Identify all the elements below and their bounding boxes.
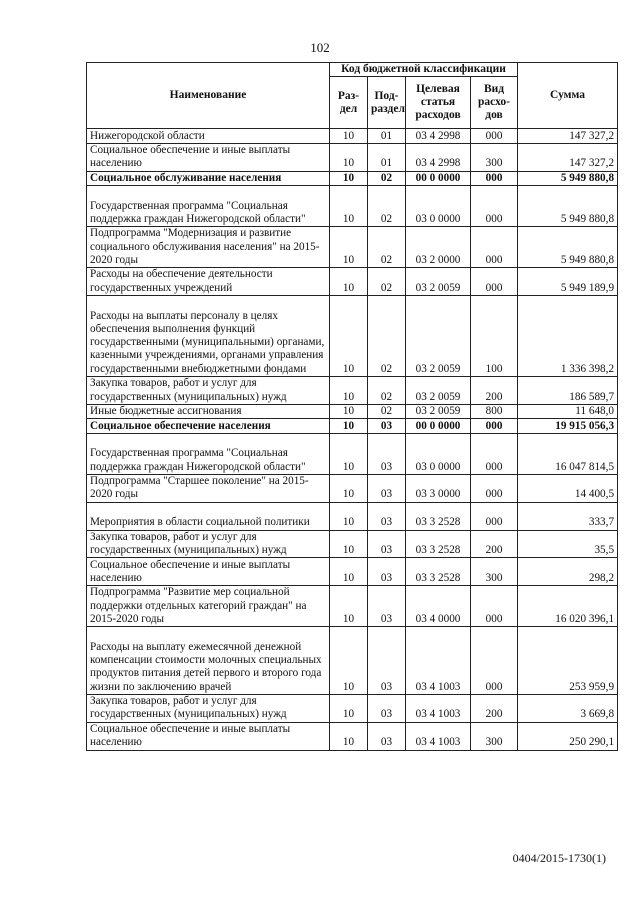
cell-podrazdel: 03 — [368, 558, 406, 586]
cell-target: 03 3 0000 — [406, 474, 471, 502]
cell-podrazdel: 03 — [368, 419, 406, 434]
cell-podrazdel: 03 — [368, 722, 406, 750]
cell-target: 03 0 0000 — [406, 433, 471, 474]
cell-razdel: 10 — [330, 143, 368, 171]
cell-target: 03 3 2528 — [406, 530, 471, 558]
cell-target: 03 4 2998 — [406, 129, 471, 144]
cell-target: 03 2 0059 — [406, 377, 471, 405]
cell-podrazdel: 01 — [368, 143, 406, 171]
table-row — [87, 558, 618, 586]
cell-podrazdel: 03 — [368, 474, 406, 502]
cell-summa: 11 648,0 — [518, 404, 618, 419]
cell-vid: 000 — [471, 268, 518, 296]
cell-target: 00 0 0000 — [406, 419, 471, 434]
cell-razdel: 10 — [330, 433, 368, 474]
table-row — [87, 419, 618, 434]
table-row — [87, 474, 618, 502]
cell-target: 03 4 1003 — [406, 694, 471, 722]
cell-vid: 100 — [471, 296, 518, 377]
cell-razdel: 10 — [330, 419, 368, 434]
cell-vid: 300 — [471, 722, 518, 750]
header-code-group: Код бюджетной классификации — [330, 63, 518, 77]
cell-summa: 5 949 189,9 — [518, 268, 618, 296]
cell-podrazdel: 03 — [368, 502, 406, 530]
cell-podrazdel: 02 — [368, 404, 406, 419]
cell-razdel: 10 — [330, 586, 368, 627]
cell-summa: 298,2 — [518, 558, 618, 586]
cell-vid: 000 — [471, 129, 518, 144]
cell-name: Социальное обеспечение и иные выплаты населению — [87, 558, 330, 586]
cell-razdel: 10 — [330, 694, 368, 722]
cell-razdel: 10 — [330, 558, 368, 586]
cell-summa: 333,7 — [518, 502, 618, 530]
cell-podrazdel: 03 — [368, 586, 406, 627]
cell-razdel: 10 — [330, 171, 368, 186]
cell-podrazdel: 03 — [368, 694, 406, 722]
table-row — [87, 530, 618, 558]
cell-summa: 19 915 056,3 — [518, 419, 618, 434]
cell-vid: 800 — [471, 404, 518, 419]
header-name: Наименование — [87, 63, 330, 129]
table-row — [87, 129, 618, 144]
cell-vid: 000 — [471, 171, 518, 186]
cell-vid: 300 — [471, 558, 518, 586]
header-target: Целевая статья расходов — [406, 77, 471, 129]
cell-vid: 200 — [471, 377, 518, 405]
cell-podrazdel: 02 — [368, 186, 406, 227]
cell-name: Социальное обеспечение и иные выплаты населению — [87, 722, 330, 750]
cell-razdel: 10 — [330, 404, 368, 419]
header-podrazdel: Под-раздел — [368, 77, 406, 129]
cell-vid: 000 — [471, 227, 518, 268]
table-row — [87, 268, 618, 296]
budget-table — [86, 62, 618, 751]
cell-name: Нижегородской области — [87, 129, 330, 144]
cell-target: 00 0 0000 — [406, 171, 471, 186]
cell-razdel: 10 — [330, 268, 368, 296]
header-razdel: Раз-дел — [330, 77, 368, 129]
cell-target: 03 4 2998 — [406, 143, 471, 171]
cell-vid: 200 — [471, 530, 518, 558]
header-vid: Вид расхо-дов — [471, 77, 518, 129]
cell-razdel: 10 — [330, 129, 368, 144]
cell-summa: 5 949 880,8 — [518, 227, 618, 268]
cell-target: 03 3 2528 — [406, 502, 471, 530]
cell-vid: 000 — [471, 419, 518, 434]
table-row — [87, 722, 618, 750]
cell-summa: 14 400,5 — [518, 474, 618, 502]
cell-podrazdel: 03 — [368, 627, 406, 695]
cell-name: Социальное обслуживание населения — [87, 171, 330, 186]
table-row — [87, 186, 618, 227]
cell-name: Государственная программа "Социальная поддержка граждан Нижегородской области" — [87, 186, 330, 227]
cell-summa: 5 949 880,8 — [518, 171, 618, 186]
table-row — [87, 296, 618, 377]
table-row — [87, 694, 618, 722]
cell-name: Закупка товаров, работ и услуг для государственных (муниципальных) нужд — [87, 530, 330, 558]
table-row — [87, 377, 618, 405]
table-row — [87, 404, 618, 419]
cell-name: Расходы на обеспечение деятельности государственных учреждений — [87, 268, 330, 296]
cell-podrazdel: 03 — [368, 530, 406, 558]
cell-vid: 000 — [471, 586, 518, 627]
cell-vid: 000 — [471, 186, 518, 227]
cell-name: Расходы на выплату ежемесячной денежной компенсации стоимости молочных специальных продуктов питания детей первого и второго года жизни по заключению врачей — [87, 627, 330, 695]
cell-vid: 300 — [471, 143, 518, 171]
cell-summa: 1 336 398,2 — [518, 296, 618, 377]
table-row — [87, 171, 618, 186]
cell-podrazdel: 02 — [368, 227, 406, 268]
cell-summa: 253 959,9 — [518, 627, 618, 695]
cell-name: Мероприятия в области социальной политики — [87, 502, 330, 530]
cell-name: Закупка товаров, работ и услуг для государственных (муниципальных) нужд — [87, 694, 330, 722]
page-number: 102 — [310, 40, 330, 55]
cell-name: Государственная программа "Социальная поддержка граждан Нижегородской области" — [87, 433, 330, 474]
table-body — [87, 129, 618, 750]
cell-summa: 3 669,8 — [518, 694, 618, 722]
cell-name: Иные бюджетные ассигнования — [87, 404, 330, 419]
header-summa: Сумма — [518, 63, 618, 129]
cell-vid: 000 — [471, 627, 518, 695]
cell-target: 03 2 0059 — [406, 296, 471, 377]
cell-target: 03 2 0000 — [406, 227, 471, 268]
cell-summa: 147 327,2 — [518, 143, 618, 171]
cell-name: Подпрограмма "Модернизация и развитие социального обслуживания населения" на 2015-2020 годы — [87, 227, 330, 268]
cell-razdel: 10 — [330, 377, 368, 405]
cell-name: Социальное обеспечение и иные выплаты населению — [87, 143, 330, 171]
cell-name: Расходы на выплаты персоналу в целях обеспечения выполнения функций государственными (муниципальными) органами, казенными учреждениями, органами управления государственными внебюджетными фондами — [87, 296, 330, 377]
cell-razdel: 10 — [330, 502, 368, 530]
cell-target: 03 2 0059 — [406, 268, 471, 296]
cell-summa: 35,5 — [518, 530, 618, 558]
cell-name: Закупка товаров, работ и услуг для государственных (муниципальных) нужд — [87, 377, 330, 405]
cell-summa: 186 589,7 — [518, 377, 618, 405]
cell-razdel: 10 — [330, 227, 368, 268]
cell-podrazdel: 02 — [368, 171, 406, 186]
table-row — [87, 227, 618, 268]
table-row — [87, 586, 618, 627]
cell-razdel: 10 — [330, 474, 368, 502]
table-row — [87, 627, 618, 695]
cell-podrazdel: 03 — [368, 433, 406, 474]
cell-name: Социальное обеспечение населения — [87, 419, 330, 434]
document-code: 0404/2015-1730(1) — [512, 851, 606, 865]
table-row — [87, 143, 618, 171]
cell-razdel: 10 — [330, 530, 368, 558]
cell-target: 03 4 1003 — [406, 722, 471, 750]
cell-vid: 000 — [471, 433, 518, 474]
cell-vid: 000 — [471, 502, 518, 530]
table-row — [87, 502, 618, 530]
cell-summa: 16 020 396,1 — [518, 586, 618, 627]
cell-razdel: 10 — [330, 296, 368, 377]
cell-summa: 250 290,1 — [518, 722, 618, 750]
table-row — [87, 433, 618, 474]
cell-razdel: 10 — [330, 722, 368, 750]
cell-vid: 200 — [471, 694, 518, 722]
cell-podrazdel: 01 — [368, 129, 406, 144]
cell-summa: 147 327,2 — [518, 129, 618, 144]
cell-razdel: 10 — [330, 627, 368, 695]
cell-podrazdel: 02 — [368, 268, 406, 296]
cell-target: 03 4 0000 — [406, 586, 471, 627]
cell-name: Подпрограмма "Развитие мер социальной поддержки отдельных категорий граждан" на 2015-2020 годы — [87, 586, 330, 627]
cell-summa: 5 949 880,8 — [518, 186, 618, 227]
cell-vid: 000 — [471, 474, 518, 502]
cell-podrazdel: 02 — [368, 296, 406, 377]
cell-podrazdel: 02 — [368, 377, 406, 405]
cell-razdel: 10 — [330, 186, 368, 227]
cell-target: 03 2 0059 — [406, 404, 471, 419]
cell-target: 03 3 2528 — [406, 558, 471, 586]
cell-target: 03 4 1003 — [406, 627, 471, 695]
cell-name: Подпрограмма "Старшее поколение" на 2015-2020 годы — [87, 474, 330, 502]
cell-target: 03 0 0000 — [406, 186, 471, 227]
cell-summa: 16 047 814,5 — [518, 433, 618, 474]
